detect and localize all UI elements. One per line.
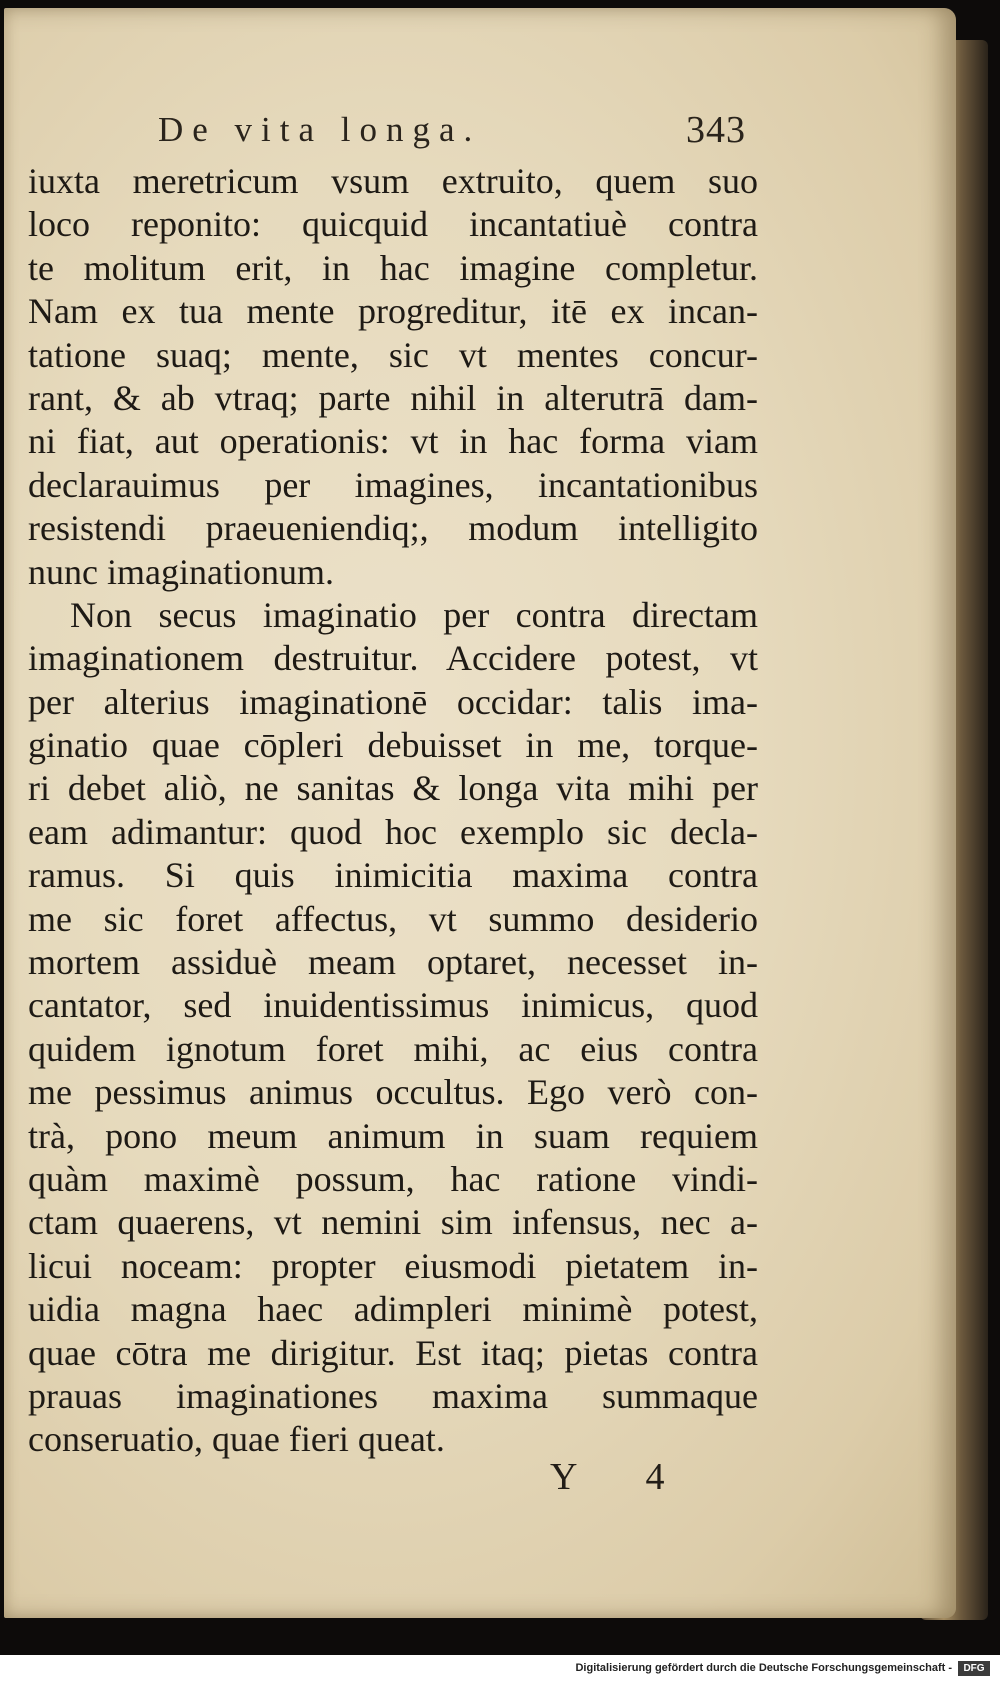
text-line: ri debet aliò, ne sanitas & longa vita mihi per bbox=[28, 768, 758, 809]
text-line: quae cōtra me dirigitur. Est itaq; pietas contra bbox=[28, 1332, 758, 1373]
text-line: Nam ex tua mente progreditur, itē ex incan- bbox=[28, 291, 758, 332]
text-line: tatione suaq; mente, sic vt mentes concur- bbox=[28, 334, 758, 375]
dfg-logo: DFG bbox=[958, 1661, 990, 1676]
signature-mark: Y 4 bbox=[550, 1456, 695, 1498]
text-line: ramus. Si quis inimicitia maxima contra bbox=[28, 855, 758, 896]
text-line: rant, & ab vtraq; parte nihil in alterutrā dam- bbox=[28, 377, 758, 418]
text-line: quidem ignotum foret mihi, ac eius contra bbox=[28, 1028, 758, 1069]
text-line: trà, pono meum animum in suam requiem bbox=[28, 1115, 758, 1156]
text-line: ginatio quae cōpleri debuisset in me, torque- bbox=[28, 725, 758, 766]
running-head: De vita longa. bbox=[158, 110, 482, 149]
text-line: eam adimantur: quod hoc exemplo sic decla- bbox=[28, 811, 758, 852]
text-line: declarauimus per imagines, incantationibus bbox=[28, 464, 758, 505]
text-line: ctam quaerens, vt nemini sim infensus, nec a- bbox=[28, 1202, 758, 1243]
text-line: loco reponito: quicquid incantatiuè contra bbox=[28, 204, 758, 245]
text-line: me pessimus animus occultus. Ego verò con- bbox=[28, 1072, 758, 1113]
text-line: quàm maximè possum, hac ratione vindi- bbox=[28, 1158, 758, 1199]
text-line: Non secus imaginatio per contra directam bbox=[70, 594, 758, 635]
text-line: cantator, sed inuidentissimus inimicus, quod bbox=[28, 985, 758, 1026]
text-line: uidia magna haec adimpleri minimè potest, bbox=[28, 1289, 758, 1330]
text-line: imaginationem destruitur. Accidere potest, vt bbox=[28, 638, 758, 679]
text-line: me sic foret affectus, vt summo desiderio bbox=[28, 898, 758, 939]
funding-credit: Digitalisierung gefördert durch die Deutsche Forschungsgemeinschaft - bbox=[575, 1662, 952, 1674]
text-line: mortem assiduè meam optaret, necesset in- bbox=[28, 942, 758, 983]
text-line: licui noceam: propter eiusmodi pietatem in- bbox=[28, 1245, 758, 1286]
text-line: resistendi praeueniendiq;, modum intelligito bbox=[28, 508, 758, 549]
text-line: te molitum erit, in hac imagine completur. bbox=[28, 247, 758, 288]
text-line: prauas imaginationes maxima summaque bbox=[28, 1375, 758, 1416]
body-text bbox=[28, 160, 758, 1462]
text-line: per alterius imaginationē occidar: talis ima- bbox=[28, 681, 758, 722]
page-number: 343 bbox=[686, 109, 746, 151]
text-line: ni fiat, aut operationis: vt in hac forma viam bbox=[28, 421, 758, 462]
text-line: iuxta meretricum vsum extruito, quem suo bbox=[28, 161, 758, 201]
text-line: conseruatio, quae fieri queat. bbox=[28, 1419, 445, 1460]
text-line: nunc imaginationum. bbox=[28, 551, 334, 592]
